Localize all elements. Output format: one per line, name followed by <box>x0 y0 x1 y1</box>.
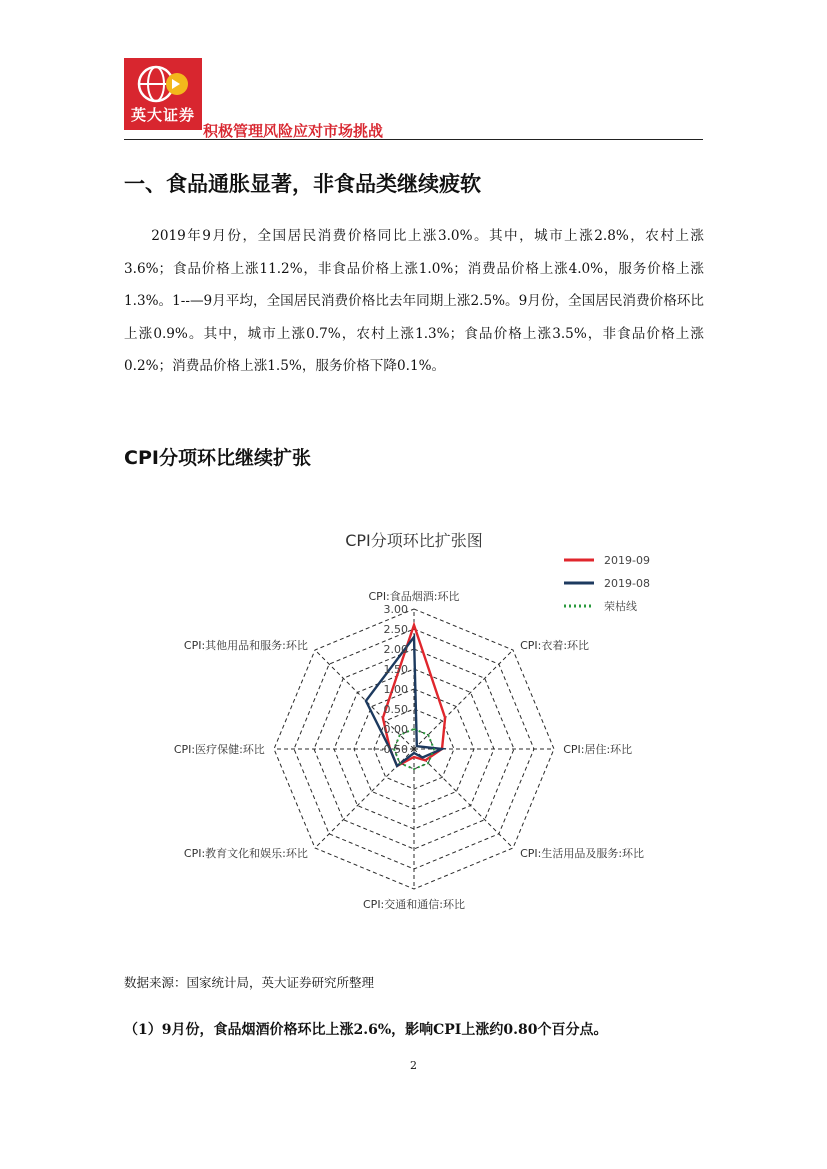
axis-label: CPI:衣着:环比 <box>520 638 590 652</box>
tick-label: 0.50 <box>383 703 408 716</box>
axis-label: CPI:交通和通信:环比 <box>363 898 465 912</box>
axis-label: CPI:居住:环比 <box>563 743 633 756</box>
axis-label: CPI:医疗保健:环比 <box>173 743 265 756</box>
globe-logo-icon <box>132 62 194 106</box>
body-paragraph: 2019年9月份，全国居民消费价格同比上涨3.0%。其中，城市上涨2.8%，农村上涨3.6%；食品价格上涨11.2%，非食品价格上涨1.0%；消费品价格上涨4.0%，服务价格上涨1.3%。1--—9月平均，全国居民消费价格比去年同期上涨2.5%。9月份，全国居民消费价格环比上涨0.9%。其中，城市上涨0.7%，农村上涨1.3%；食品价格上涨3.5%，非食品价格上涨0.2%；消费品价格上涨1.5%，服务价格下降0.1%。 <box>124 228 704 374</box>
tick-label: -0.50 <box>379 743 408 756</box>
legend-label: 2019-09 <box>604 554 650 567</box>
axis-label: CPI:食品烟酒:环比 <box>368 589 460 603</box>
tick-label: 1.00 <box>383 683 408 696</box>
data-source-note: 数据来源：国家统计局，英大证券研究所整理 <box>124 975 375 990</box>
header-divider <box>124 139 703 140</box>
axis-label: CPI:教育文化和娱乐:环比 <box>183 847 308 861</box>
legend-label: 荣枯线 <box>604 600 637 613</box>
section-title: 一、食品通胀显著，非食品类继续疲软 <box>124 172 481 196</box>
radar-chart <box>124 510 704 930</box>
page-number: 2 <box>410 1059 417 1072</box>
chart-title: CPI分项环比扩张图 <box>345 531 483 550</box>
chart-section-heading: CPI分项环比继续扩张 <box>124 447 311 469</box>
axis-label: CPI:生活用品及服务:环比 <box>520 847 645 861</box>
header-slogan: 积极管理风险应对市场挑战 <box>203 122 384 140</box>
tick-label: 2.00 <box>383 643 408 656</box>
company-logo <box>124 58 202 130</box>
tick-label: 0.00 <box>383 723 408 736</box>
axis-label: CPI:其他用品和服务:环比 <box>183 638 308 652</box>
logo-text: 英大证券 <box>130 106 195 124</box>
tick-label: 2.50 <box>383 623 408 636</box>
tick-label: 1.50 <box>383 663 408 676</box>
tick-label: 3.00 <box>383 603 408 616</box>
conclusion-text: （1）9月份，食品烟酒价格环比上涨2.6%，影响CPI上涨约0.80个百分点。 <box>124 1022 608 1038</box>
legend-label: 2019-08 <box>604 577 650 590</box>
